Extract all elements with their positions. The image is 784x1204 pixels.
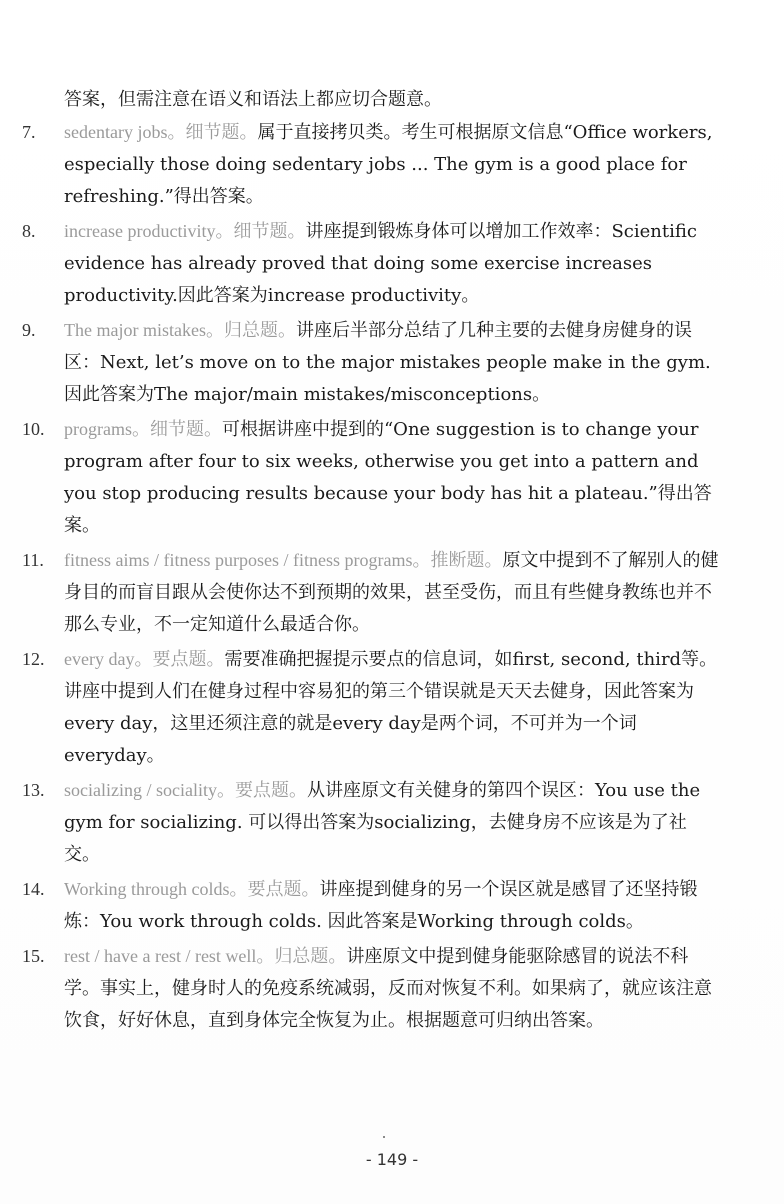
item-answer: fitness aims / fitness purposes / fitness programs。 bbox=[64, 550, 431, 570]
continuation-line bbox=[22, 84, 722, 116]
item-number: 9. bbox=[22, 320, 36, 340]
continuation-text: 答案，但需注意在语义和语法上都应切合题意。 bbox=[64, 89, 442, 110]
item-explanation: 可根据讲座中提到的“One suggestion is to change your program after four to six weeks, otherwise you get into a pattern and you stop producing results because your body has hit a plateau.”得出答案。 bbox=[64, 419, 712, 536]
item-answer: The major mistakes。 bbox=[64, 320, 224, 340]
item-type: 细节题。 bbox=[185, 122, 258, 143]
item-explanation: 讲座提到锻炼身体可以增加工作效率：Scientific evidence has already proved that doing some exercise increases productivity.因此答案为increase productivity。 bbox=[64, 221, 697, 306]
answer-item-13 bbox=[22, 774, 722, 871]
answer-item-15 bbox=[22, 940, 722, 1037]
answer-item-7 bbox=[22, 116, 722, 213]
item-answer: programs。 bbox=[64, 419, 150, 439]
item-explanation: 讲座后半部分总结了几种主要的去健身房健身的误区：Next, let’s move on to the major mistakes people make in the gym. 因此答案为The major/main mistakes/misconceptions。 bbox=[64, 320, 711, 405]
item-type: 细节题。 bbox=[149, 419, 222, 440]
answer-item-10 bbox=[22, 413, 722, 542]
item-explanation: 讲座原文中提到健身能驱除感冒的说法不科学。事实上，健身时人的免疫系统减弱，反而对恢复不利。如果病了，就应该注意饮食，好好休息，直到身体完全恢复为止。根据题意可归纳出答案。 bbox=[64, 946, 712, 1031]
item-type: 要点题。 bbox=[247, 879, 320, 900]
item-answer: socializing / sociality。 bbox=[64, 780, 235, 800]
page-number: - 149 - bbox=[365, 1150, 419, 1169]
item-number: 13. bbox=[22, 780, 45, 800]
item-explanation: 属于直接拷贝类。考生可根据原文信息“Office workers, especially those doing sedentary jobs ... The gym is a good place for refreshing.”得出答案。 bbox=[64, 122, 713, 207]
item-answer: Working through colds。 bbox=[64, 879, 248, 899]
item-type: 归总题。 bbox=[274, 946, 347, 967]
scan-dot bbox=[383, 1136, 385, 1138]
item-number: 11. bbox=[22, 550, 44, 570]
answer-item-12 bbox=[22, 643, 722, 772]
item-number: 14. bbox=[22, 879, 45, 899]
answer-item-9 bbox=[22, 314, 722, 411]
item-number: 8. bbox=[22, 221, 36, 241]
item-number: 15. bbox=[22, 946, 45, 966]
item-type: 细节题。 bbox=[233, 221, 306, 242]
item-explanation: 需要准确把握提示要点的信息词，如first, second, third等。讲座中提到人们在健身过程中容易犯的第三个错误就是天天去健身，因此答案为every day，这里还须注意的就是every day是两个词，不可并为一个词everyday。 bbox=[64, 649, 718, 766]
item-type: 推断题。 bbox=[430, 550, 503, 571]
answer-item-11 bbox=[22, 544, 722, 641]
item-number: 7. bbox=[22, 122, 36, 142]
answer-explanations bbox=[22, 84, 722, 1039]
item-answer: sedentary jobs。 bbox=[64, 122, 186, 142]
item-type: 要点题。 bbox=[234, 780, 307, 801]
answer-item-8 bbox=[22, 215, 722, 312]
item-answer: increase productivity。 bbox=[64, 221, 234, 241]
item-explanation: 讲座提到健身的另一个误区就是感冒了还坚持锻炼：You work through colds. 因此答案是Working through colds。 bbox=[64, 879, 698, 932]
item-type: 要点题。 bbox=[152, 649, 225, 670]
item-number: 10. bbox=[22, 419, 45, 439]
answer-item-14 bbox=[22, 873, 722, 938]
item-explanation: 从讲座原文有关健身的第四个误区：You use the gym for socializing. 可以得出答案为socializing，去健身房不应该是为了社交。 bbox=[64, 780, 701, 865]
item-answer: rest / have a rest / rest well。 bbox=[64, 946, 275, 966]
item-explanation: 原文中提到不了解别人的健身目的而盲目跟从会使你达不到预期的效果，甚至受伤，而且有些健身教练也并不那么专业，不一定知道什么最适合你。 bbox=[64, 550, 719, 635]
item-answer: every day。 bbox=[64, 649, 153, 669]
item-type: 归总题。 bbox=[223, 320, 296, 341]
item-number: 12. bbox=[22, 649, 45, 669]
